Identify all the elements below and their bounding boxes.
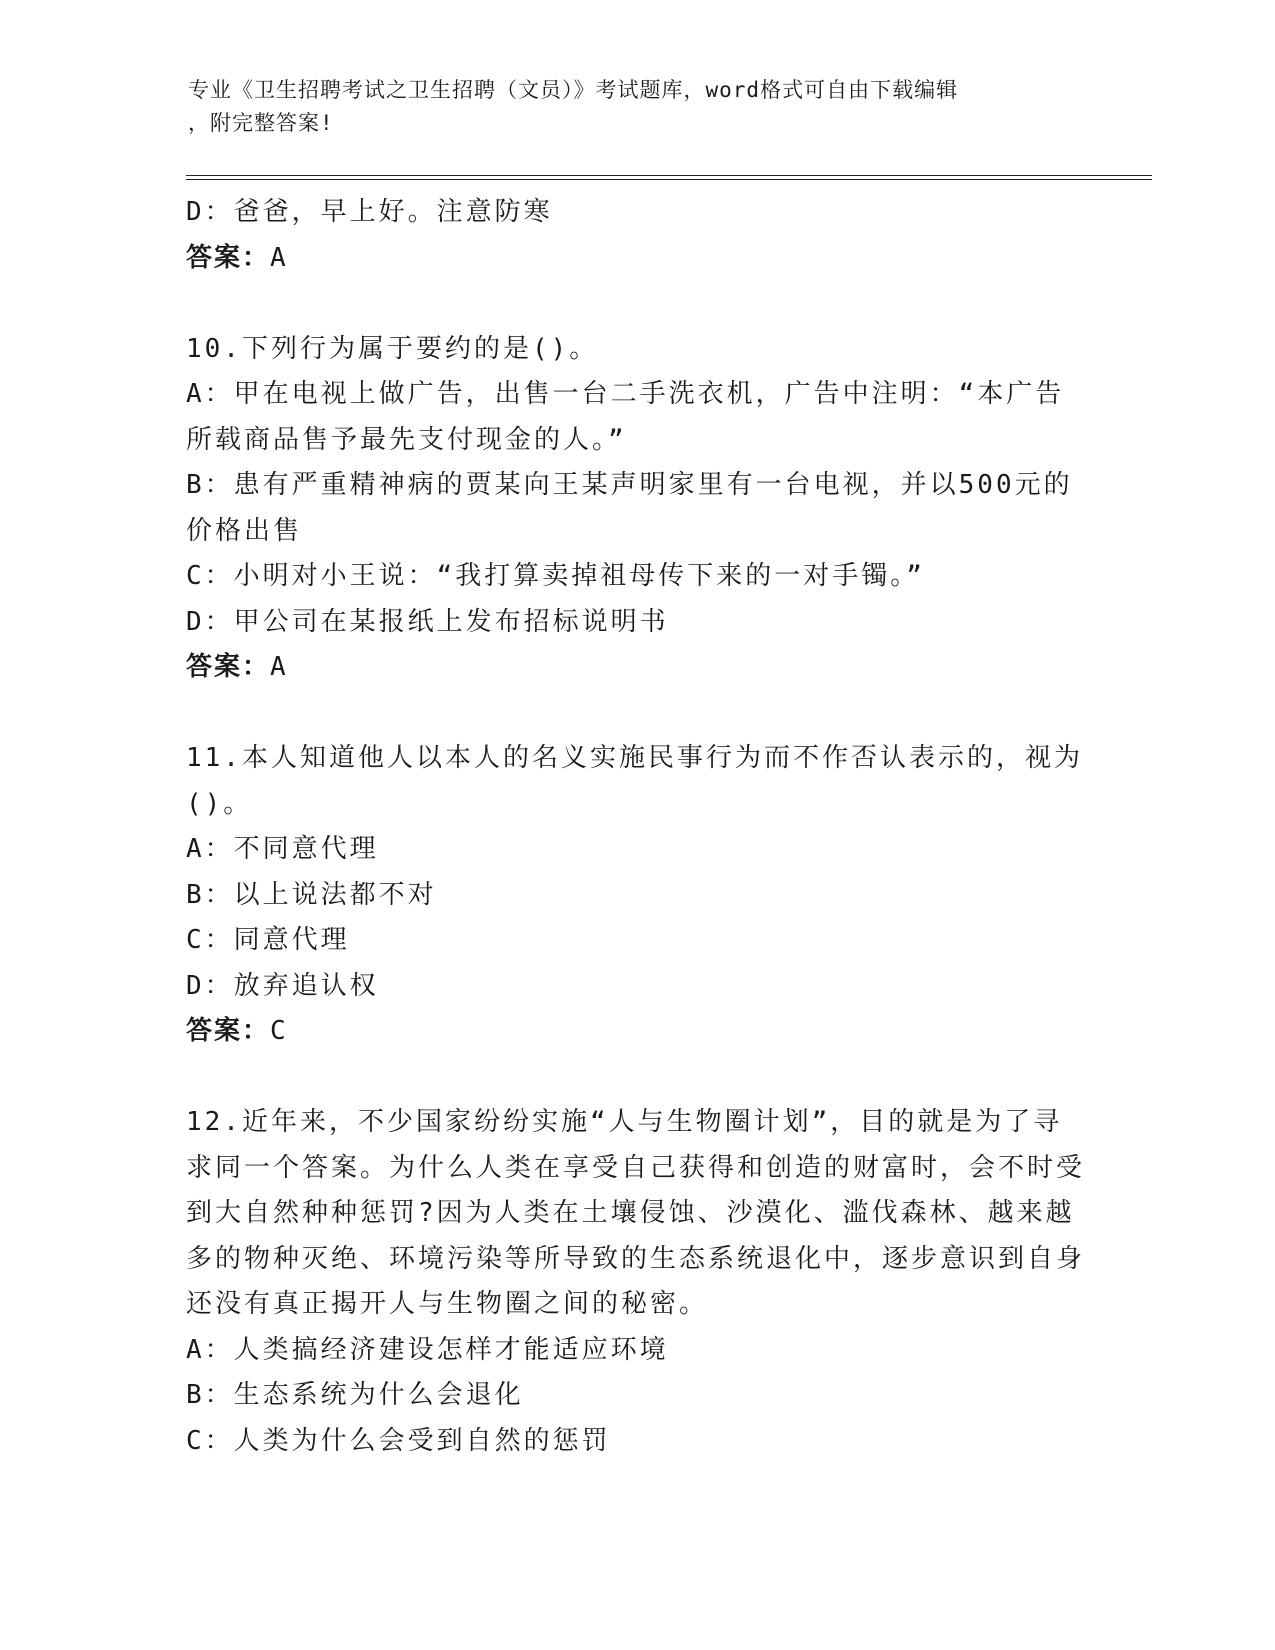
q10-option-d: D：甲公司在某报纸上发布招标说明书 — [186, 606, 669, 637]
answer-value: C — [270, 1016, 288, 1046]
prev-answer — [186, 236, 1086, 282]
q12-option-b: B：生态系统为什么会退化 — [186, 1380, 524, 1410]
header-title-line-2: ，附完整答案! — [188, 111, 334, 135]
question-12: 12.近年来，不少国家纷纷实施“人与生物圈计划”，目的就是为了寻求同一个答案。为什么人类在享受自己获得和创造的财富时，会不时受到大自然种种惩罚?因为人类在土壤侵蚀、沙漠化、滥伐森林、越来越多的物种灭绝、环境污染等所导致的生态系统退化中，逐步意识到自身还没有真正揭开人与生物圈之间的秘密。 — [186, 1107, 1086, 1319]
page-header — [188, 74, 1068, 140]
spacer — [186, 1055, 1086, 1101]
question-11: 11.本人知道他人以本人的名义实施民事行为而不作否认表示的，视为()。 — [186, 743, 1083, 819]
spacer — [186, 691, 1086, 737]
answer-label: 答案： — [186, 1016, 271, 1046]
prev-option-d: D：爸爸，早上好。注意防寒 — [186, 197, 553, 227]
answer-value: A — [270, 652, 288, 682]
spacer — [186, 281, 1086, 327]
answer-label: 答案： — [186, 242, 271, 273]
q12-option-a: A：人类搞经济建设怎样才能适应环境 — [186, 1334, 669, 1365]
question-content — [186, 190, 1086, 1464]
q10-option-a: A：甲在电视上做广告，出售一台二手洗衣机，广告中注明：“本广告所载商品售予最先支付现金的人。” — [186, 379, 1065, 455]
q11-answer — [186, 1009, 1086, 1055]
header-title-line-1: 专业《卫生招聘考试之卫生招聘（文员）》考试题库，word格式可自由下载编辑 — [188, 78, 959, 102]
q11-option-b: B：以上说法都不对 — [186, 879, 437, 910]
header-divider — [186, 175, 1152, 180]
q10-answer — [186, 645, 1086, 691]
q10-option-c: C：小明对小王说：“我打算卖掉祖母传下来的一对手镯。” — [186, 561, 925, 591]
answer-value: A — [270, 242, 288, 273]
q10-option-b: B：患有严重精神病的贾某向王某声明家里有一台电视，并以500元的价格出售 — [186, 470, 1073, 546]
q12-option-c: C：人类为什么会受到自然的惩罚 — [186, 1425, 611, 1456]
question-10: 10.下列行为属于要约的是()。 — [186, 333, 599, 364]
answer-label: 答案： — [186, 652, 271, 682]
q11-option-c: C：同意代理 — [186, 925, 350, 955]
q11-option-d: D：放弃追认权 — [186, 970, 379, 1001]
q11-option-a: A：不同意代理 — [186, 834, 379, 864]
